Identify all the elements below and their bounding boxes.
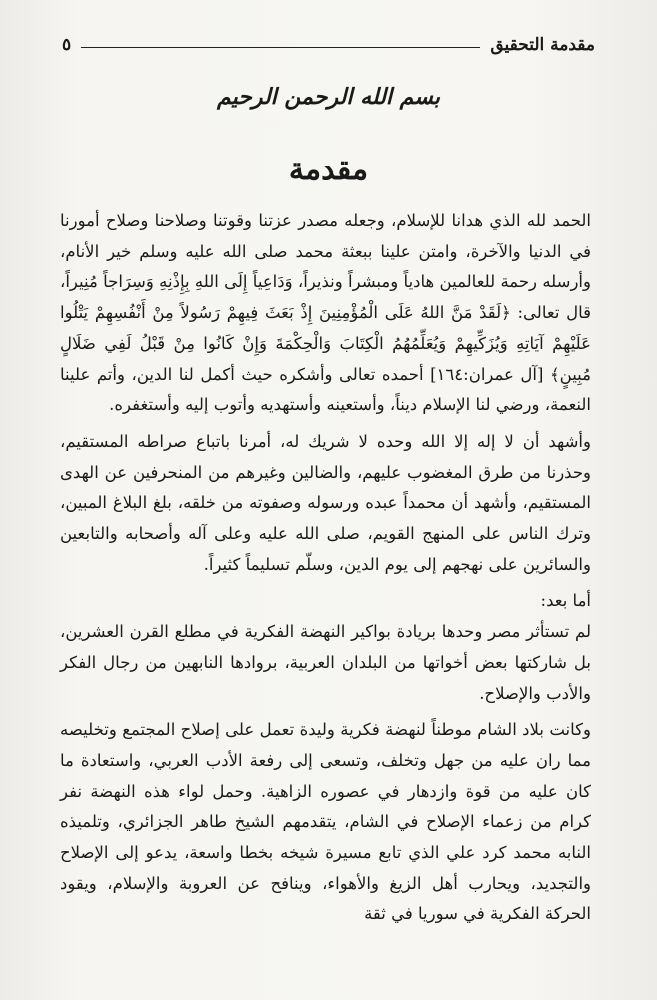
header-title: مقدمة التحقيق <box>490 35 595 55</box>
paragraph-egypt: لم تستأثر مصر وحدها بريادة بواكير النهضة الفكرية في مطلع القرن العشرين، بل شاركتها بعض أخواتها من البلدان العربية، بروادها النابهين من رجال الفكر والأدب والإصلاح. <box>60 622 591 703</box>
section-title: مقدمة <box>288 152 369 187</box>
body-text <box>60 206 591 936</box>
page-number: ٥ <box>62 35 72 55</box>
paragraph-sham: وكانت بلاد الشام موطناً لنهضة فكرية وليدة تعمل على إصلاح المجتمع وتخليصه مما ران عليه من جهل وتخلف، وتسعى إلى رفعة الأدب العربي، واستعادة ما كان عليه من قوة وازدهار في عصوره الزاهية. وحمل لواء هذه النهضة نفر كرام من زعماء الإصلاح في الشام، يتقدمهم الشيخ طاهر الجزائري، وتلميذه النابه محمد كرد علي الذي تابع مسيرة شيخه بخطا واسعة، يدعو إلى الإصلاح والتجديد، ويحارب أهل الزيغ والأهواء، وينافح عن العروبة والإسلام، ويقود الحركة الفكرية في سوريا في ثقة <box>60 720 591 924</box>
running-header <box>62 32 595 58</box>
paragraph-amma-baad: أما بعد: <box>540 591 591 611</box>
paragraph-praise: الحمد لله الذي هدانا للإسلام، وجعله مصدر عزتنا وقوتنا وصلاحنا وصلاح أمورنا في الدنيا والآخرة، وامتن علينا ببعثة محمد صلى الله عليه وسلم خير الأنام، وأرسله رحمة للعالمين هادياً ومبشراً ونذيراً، وَدَاعِياً إِلَى اللهِ بِإِذْنِهِ وَسِرَاجاً مُنِيراً، قال تعالى: ﴿لَقَدْ مَنَّ اللهُ عَلَى الْمُؤْمِنِينَ إِذْ بَعَثَ فِيهِمْ رَسُولاً مِنْ أَنْفُسِهِمْ يَتْلُوا عَلَيْهِمْ آيَاتِهِ وَيُزَكِّيهِمْ وَيُعَلِّمُهُمُ الْكِتَابَ وَالْحِكْمَةَ وَإِنْ كَانُوا مِنْ قَبْلُ لَفِي ضَلَالٍ مُبِينٍ﴾ [آل عمران:١٦٤] أحمده تعالى وأشكره حيث أكمل لنا الدين، وأتم علينا النعمة، ورضي لنا الإسلام ديناً، وأستعينه وأستهديه وأتوب إليه وأستغفره. <box>60 211 591 415</box>
basmala: بسم الله الرحمن الرحيم <box>216 84 441 110</box>
header-rule <box>81 47 480 48</box>
paragraph-testimony: وأشهد أن لا إله إلا الله وحده لا شريك له، أمرنا باتباع صراطه المستقيم، وحذرنا من طرق المغضوب عليهم، والضالين وغيرهم من المنحرفين عن الهدى المستقيم، وأشهد أن محمداً عبده ورسوله وصفوته من خلقه، بلغ البلاغ المبين، وترك الناس على المنهج القويم، صلى الله عليه وعلى آله وأصحابه والتابعين والسائرين على نهجهم إلى يوم الدين، وسلّم تسليماً كثيراً. <box>60 431 591 574</box>
